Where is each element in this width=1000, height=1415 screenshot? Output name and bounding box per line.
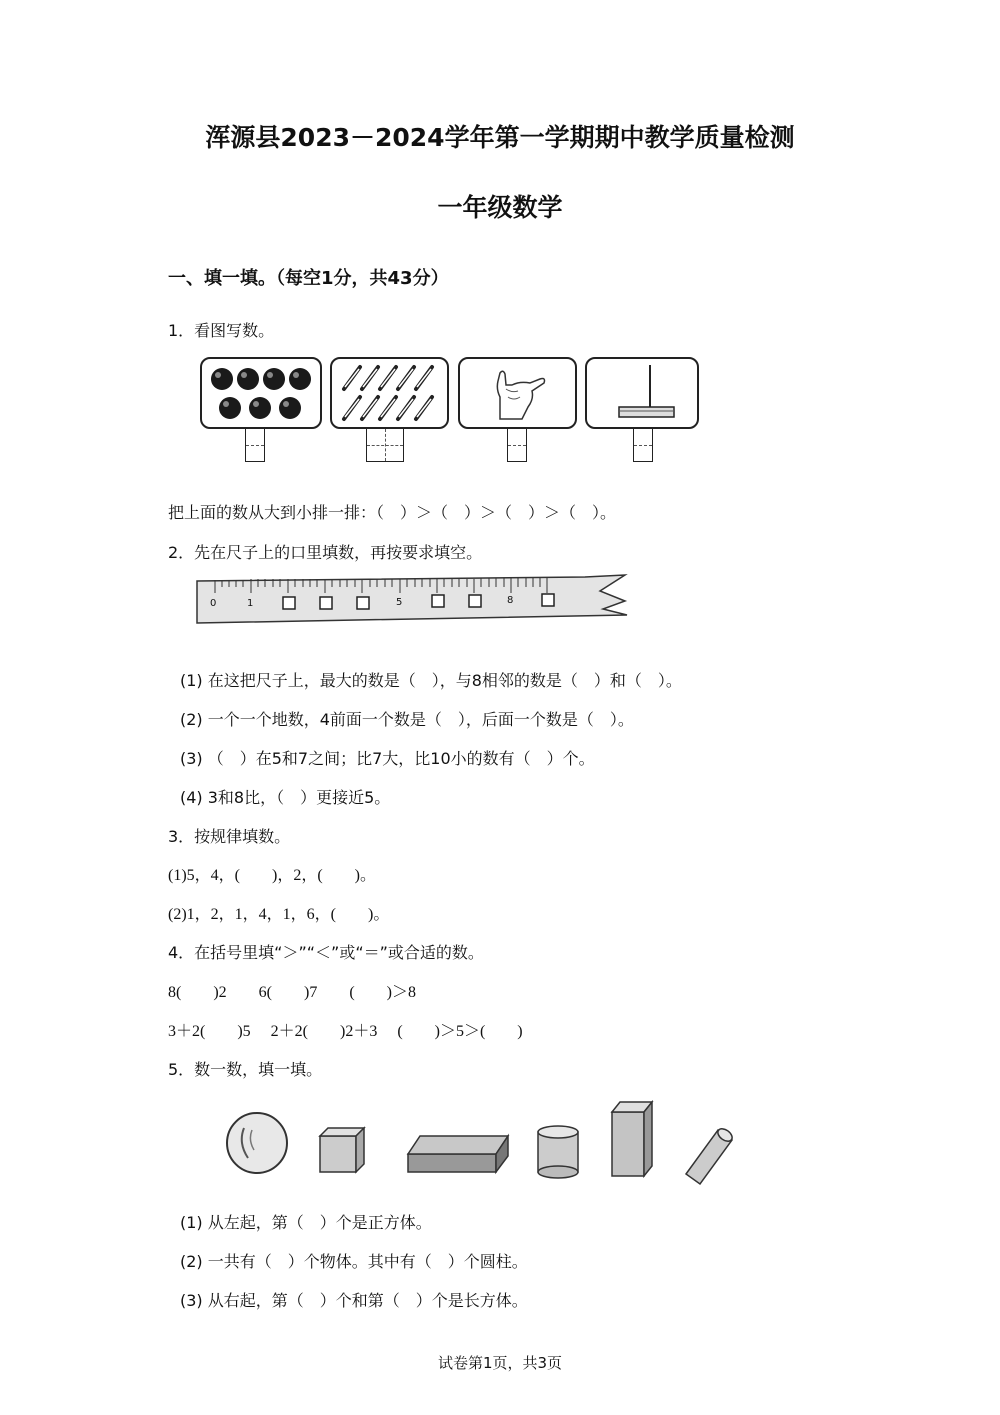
q4-row-1: 8( )2 6( )7 ( )＞8: [168, 984, 416, 1001]
q2-item-2: (2) 一个一个地数，4前面一个数是（ ），后面一个数是（ ）。: [180, 710, 634, 729]
ruler-icon: [195, 573, 645, 628]
ruler-figure: [195, 573, 645, 628]
answer-box-apples[interactable]: [245, 428, 265, 462]
q3-item-1: (1)5，4，( )，2，( )。: [168, 867, 376, 884]
pencils-picture: [330, 357, 449, 429]
flat-cuboid-icon: [408, 1136, 508, 1172]
section-heading: 一、填一填。（每空1分，共43分）: [168, 268, 449, 289]
question-2-title: 2．先在尺子上的口里填数，再按要求填空。: [168, 543, 483, 562]
ruler-label-8: 8: [507, 595, 514, 606]
page-footer: 试卷第1页，共3页: [437, 1354, 563, 1372]
apples-icon: [202, 359, 320, 427]
sphere-icon: [227, 1113, 287, 1173]
cube-icon: [320, 1128, 364, 1172]
q5-item-3: (3) 从右起，第（ ）个和第（ ）个是长方体。: [180, 1291, 528, 1310]
geometric-solids-icon: [220, 1098, 740, 1188]
pencils-icon: [332, 359, 447, 427]
hand-six-icon: [460, 359, 575, 427]
ruler-label-5: 5: [396, 597, 403, 608]
q3-item-2: (2)1，2，1，4，1，6，( )。: [168, 906, 390, 923]
ruler-label-1: 1: [247, 598, 254, 609]
answer-box-abacus[interactable]: [633, 428, 653, 462]
solids-figure: [220, 1098, 740, 1188]
q5-item-2: (2) 一共有（ ）个物体。其中有（ ）个圆柱。: [180, 1252, 528, 1271]
cylinder-icon: [538, 1126, 578, 1178]
apples-picture: [200, 357, 322, 429]
question-3-title: 3．按规律填数。: [168, 827, 291, 846]
question-4-title: 4．在括号里填“＞”“＜”或“＝”或合适的数。: [168, 943, 484, 962]
thin-cylinder-icon: [686, 1126, 734, 1184]
exam-title: 浑源县2023－2024学年第一学期期中教学质量检测: [205, 123, 795, 152]
answer-box-hand[interactable]: [507, 428, 527, 462]
question-5-title: 5．数一数，填一填。: [168, 1060, 323, 1079]
q2-item-4: (4) 3和8比，（ ）更接近5。: [180, 788, 391, 807]
question-1-title: 1．看图写数。: [168, 321, 275, 340]
tall-cuboid-icon: [612, 1102, 652, 1176]
ruler-label-0: 0: [210, 598, 217, 609]
q2-item-3: (3) （ ）在5和7之间；比7大，比10小的数有（ ）个。: [180, 749, 595, 768]
hand-gesture-picture: [458, 357, 577, 429]
exam-subtitle: 一年级数学: [437, 193, 563, 222]
abacus-picture: [585, 357, 699, 429]
q2-item-1: (1) 在这把尺子上，最大的数是（ ），与8相邻的数是（ ）和（ ）。: [180, 671, 682, 690]
order-numbers-line: 把上面的数从大到小排一排：（ ）＞（ ）＞（ ）＞（ ）。: [168, 503, 617, 522]
q4-row-2: 3＋2( )5 2＋2( )2＋3 ( )＞5＞( ): [168, 1023, 523, 1040]
abacus-icon: [587, 359, 697, 427]
answer-box-pencils[interactable]: [366, 428, 404, 462]
q5-item-1: (1) 从左起，第（ ）个是正方体。: [180, 1213, 432, 1232]
